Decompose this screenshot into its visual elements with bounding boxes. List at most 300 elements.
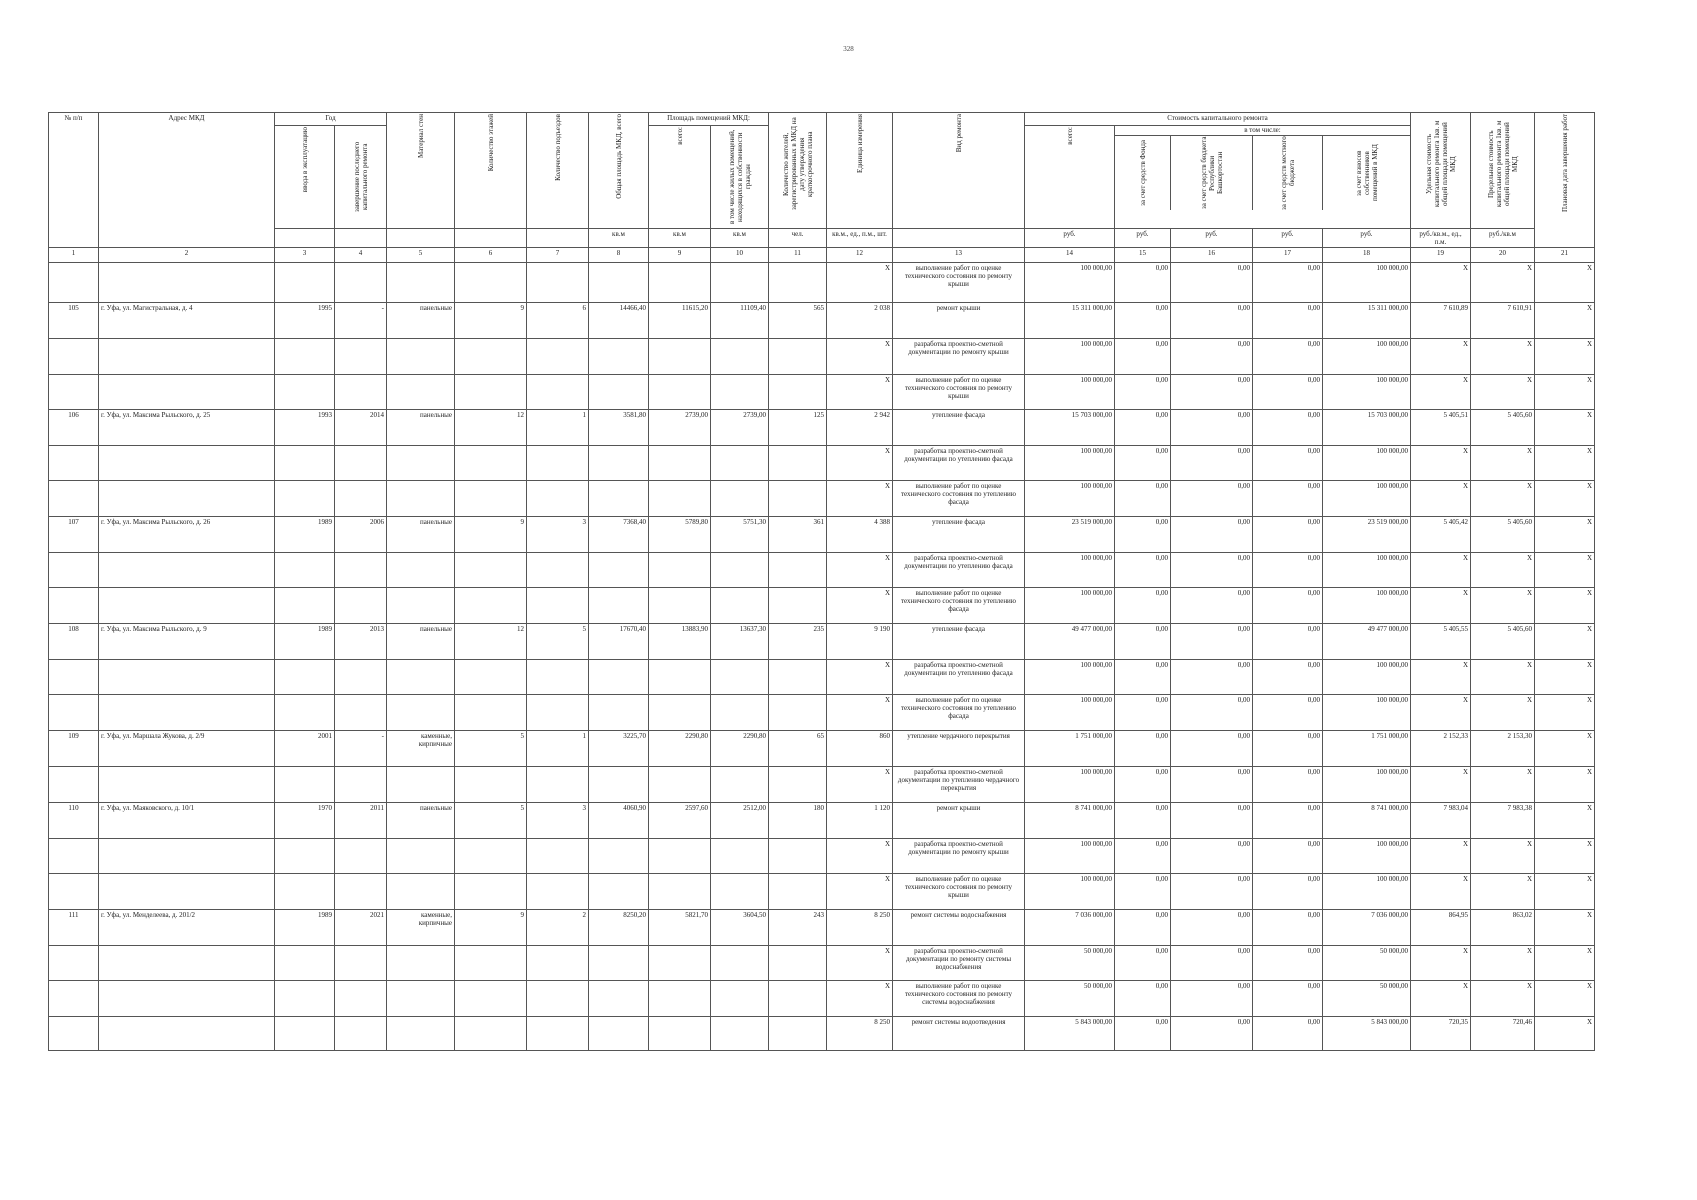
cell-cost-local-budget: 0,00 (1253, 303, 1323, 339)
cell-year-last-repair: 2013 (335, 624, 387, 660)
table-row (49, 517, 1595, 553)
hdr-rb-budget-label: за счет средств бюджета Республики Башкортостан (1199, 136, 1224, 210)
cell-row-number (49, 660, 99, 695)
column-number: 7 (527, 248, 589, 263)
hdr-total-area-label: Общая площадь МКД, всего (614, 114, 623, 199)
cell-specific-cost: 864,95 (1411, 910, 1471, 946)
cell-cost-owners: 100 000,00 (1323, 767, 1411, 803)
cell-cost-owners: 100 000,00 (1323, 553, 1411, 588)
cell-year-last-repair (335, 874, 387, 910)
cell-specific-cost: Х (1411, 839, 1471, 874)
cell-address (99, 839, 275, 874)
cell-year-commission: 1995 (275, 303, 335, 339)
cell-entrances (527, 263, 589, 303)
cell-address (99, 375, 275, 410)
cell-total-area (589, 839, 649, 874)
cell-cost-total: 100 000,00 (1025, 839, 1115, 874)
cell-year-commission (275, 588, 335, 624)
cell-wall-material (387, 588, 455, 624)
cell-address: г. Уфа, ул. Максима Рыльского, д. 26 (99, 517, 275, 553)
cell-cost-rb-budget: 0,00 (1171, 731, 1253, 767)
cell-residents (769, 1017, 827, 1051)
cell-cost-fund: 0,00 (1115, 588, 1171, 624)
cell-cost-fund: 0,00 (1115, 660, 1171, 695)
cell-area-residential: 13637,30 (711, 624, 769, 660)
cell-address: г. Уфа, ул. Менделеева, д. 201/2 (99, 910, 275, 946)
unit-c20: руб./кв.м (1471, 229, 1535, 248)
cell-repair-type: выполнение работ по оценке технического состояния по ремонту крыши (893, 874, 1025, 910)
cell-cost-rb-budget: 0,00 (1171, 695, 1253, 731)
cell-cost-fund: 0,00 (1115, 767, 1171, 803)
cell-year-last-repair (335, 446, 387, 481)
hdr-area-residential-label: в том числе жилых помещений, находящихся в собственности граждан (727, 129, 752, 225)
cell-limit-cost: 5 405,60 (1471, 624, 1535, 660)
cell-limit-cost: 863,02 (1471, 910, 1535, 946)
unit-c17: руб. (1253, 229, 1323, 248)
cell-planned-date: Х (1535, 1017, 1595, 1051)
cell-cost-rb-budget: 0,00 (1171, 263, 1253, 303)
cell-row-number (49, 767, 99, 803)
cell-cost-owners: 100 000,00 (1323, 339, 1411, 375)
hdr-fund-label: за счет средств Фонда (1138, 140, 1147, 206)
column-number: 6 (455, 248, 527, 263)
cell-year-last-repair (335, 1017, 387, 1051)
cell-specific-cost: 7 983,04 (1411, 803, 1471, 839)
cell-cost-total: 23 519 000,00 (1025, 517, 1115, 553)
cell-residents (769, 660, 827, 695)
cell-planned-date: Х (1535, 624, 1595, 660)
cell-cost-owners: 8 741 000,00 (1323, 803, 1411, 839)
hdr-incl-block (1115, 126, 1411, 229)
cell-residents (769, 375, 827, 410)
cell-wall-material (387, 339, 455, 375)
cell-limit-cost: Х (1471, 839, 1535, 874)
cell-limit-cost: Х (1471, 481, 1535, 517)
table-row (49, 910, 1595, 946)
cell-limit-cost: Х (1471, 588, 1535, 624)
cell-cost-local-budget: 0,00 (1253, 695, 1323, 731)
cell-year-commission (275, 839, 335, 874)
cell-year-commission: 1970 (275, 803, 335, 839)
cell-unit-value: Х (827, 481, 893, 517)
cell-floors (455, 446, 527, 481)
cell-year-commission (275, 946, 335, 981)
cell-floors (455, 981, 527, 1017)
cell-cost-owners: 100 000,00 (1323, 660, 1411, 695)
cell-limit-cost: Х (1471, 375, 1535, 410)
table-row (49, 588, 1595, 624)
cell-floors (455, 553, 527, 588)
column-number: 1 (49, 248, 99, 263)
cell-row-number (49, 981, 99, 1017)
cell-area-all (649, 874, 711, 910)
cell-cost-total: 100 000,00 (1025, 263, 1115, 303)
hdr-unit-label: Единица измерения (855, 114, 864, 173)
cell-year-last-repair: - (335, 303, 387, 339)
cell-area-all (649, 553, 711, 588)
cell-limit-cost: Х (1471, 553, 1535, 588)
cell-repair-type: разработка проектно-сметной документации по ремонту системы водоснабжения (893, 946, 1025, 981)
cell-entrances (527, 446, 589, 481)
cell-limit-cost: 720,46 (1471, 1017, 1535, 1051)
cell-planned-date: Х (1535, 910, 1595, 946)
cell-wall-material (387, 263, 455, 303)
cell-cost-local-budget: 0,00 (1253, 588, 1323, 624)
cell-address (99, 553, 275, 588)
cell-row-number: 108 (49, 624, 99, 660)
cell-limit-cost: 2 153,30 (1471, 731, 1535, 767)
cell-total-area (589, 263, 649, 303)
cell-cost-fund: 0,00 (1115, 375, 1171, 410)
cell-residents (769, 767, 827, 803)
table-row (49, 375, 1595, 410)
cell-year-last-repair (335, 375, 387, 410)
cell-address (99, 695, 275, 731)
cell-repair-type: ремонт системы водоснабжения (893, 910, 1025, 946)
column-number: 16 (1171, 248, 1253, 263)
cell-residents: 125 (769, 410, 827, 446)
cell-cost-total: 100 000,00 (1025, 588, 1115, 624)
cell-year-last-repair: - (335, 731, 387, 767)
table-row (49, 981, 1595, 1017)
cell-year-last-repair (335, 946, 387, 981)
hdr-owners (1323, 136, 1410, 210)
cell-unit-value: Х (827, 375, 893, 410)
hdr-limit-cost-label: Предельная стоимость капитального ремонта 1кв. м общей площади помещений МКД (1486, 120, 1519, 208)
table-row (49, 767, 1595, 803)
cell-area-residential (711, 660, 769, 695)
hdr-entrances (527, 113, 589, 229)
cell-address (99, 446, 275, 481)
cell-address: г. Уфа, ул. Магистральная, д. 4 (99, 303, 275, 339)
cell-repair-type: разработка проектно-сметной документации по утеплению фасада (893, 553, 1025, 588)
cell-cost-owners: 1 751 000,00 (1323, 731, 1411, 767)
cell-floors: 5 (455, 731, 527, 767)
cell-cost-local-budget: 0,00 (1253, 481, 1323, 517)
cell-total-area (589, 946, 649, 981)
cell-floors: 9 (455, 910, 527, 946)
column-number: 10 (711, 248, 769, 263)
cell-area-residential: 5751,30 (711, 517, 769, 553)
cell-wall-material: панельные (387, 410, 455, 446)
cell-cost-owners: 15 703 000,00 (1323, 410, 1411, 446)
cell-repair-type: разработка проектно-сметной документации по утеплению фасада (893, 446, 1025, 481)
cell-total-area (589, 695, 649, 731)
hdr-local-budget-label: за счет средств местного бюджета (1279, 136, 1296, 210)
cell-repair-type: выполнение работ по оценке технического состояния по утеплению фасада (893, 588, 1025, 624)
cell-residents: 565 (769, 303, 827, 339)
column-number: 2 (99, 248, 275, 263)
column-number: 14 (1025, 248, 1115, 263)
cell-total-area: 4060,90 (589, 803, 649, 839)
cell-row-number (49, 553, 99, 588)
cell-unit-value: Х (827, 695, 893, 731)
cell-area-residential: 2290,80 (711, 731, 769, 767)
cell-planned-date: Х (1535, 553, 1595, 588)
unit-c6 (455, 229, 527, 248)
cell-specific-cost: 5 405,55 (1411, 624, 1471, 660)
cell-cost-owners: 15 311 000,00 (1323, 303, 1411, 339)
cell-total-area (589, 446, 649, 481)
cell-address (99, 946, 275, 981)
cell-row-number: 109 (49, 731, 99, 767)
cell-specific-cost: Х (1411, 446, 1471, 481)
cell-planned-date: Х (1535, 767, 1595, 803)
cell-area-all (649, 481, 711, 517)
cell-wall-material (387, 839, 455, 874)
cell-cost-owners: 23 519 000,00 (1323, 517, 1411, 553)
cell-unit-value: 1 120 (827, 803, 893, 839)
unit-c5 (387, 229, 455, 248)
cell-unit-value: 4 388 (827, 517, 893, 553)
cell-residents: 243 (769, 910, 827, 946)
cell-limit-cost: Х (1471, 981, 1535, 1017)
cell-floors: 12 (455, 624, 527, 660)
cell-address (99, 660, 275, 695)
hdr-wall-material (387, 113, 455, 229)
cell-cost-local-budget: 0,00 (1253, 874, 1323, 910)
cell-cost-rb-budget: 0,00 (1171, 624, 1253, 660)
cell-area-all (649, 981, 711, 1017)
cell-unit-value: 8 250 (827, 910, 893, 946)
cell-cost-total: 100 000,00 (1025, 695, 1115, 731)
cell-row-number: 110 (49, 803, 99, 839)
cell-address (99, 481, 275, 517)
cell-year-commission (275, 660, 335, 695)
cell-cost-total: 15 311 000,00 (1025, 303, 1115, 339)
cell-total-area (589, 375, 649, 410)
cell-specific-cost: Х (1411, 767, 1471, 803)
cell-specific-cost: Х (1411, 263, 1471, 303)
cell-limit-cost: Х (1471, 263, 1535, 303)
cell-cost-fund: 0,00 (1115, 410, 1171, 446)
cell-entrances: 3 (527, 517, 589, 553)
unit-c15: руб. (1115, 229, 1171, 248)
cell-area-residential: 2739,00 (711, 410, 769, 446)
cell-area-all: 5789,80 (649, 517, 711, 553)
cell-total-area (589, 1017, 649, 1051)
column-number: 4 (335, 248, 387, 263)
cell-planned-date: Х (1535, 481, 1595, 517)
cell-cost-rb-budget: 0,00 (1171, 946, 1253, 981)
cell-limit-cost: 7 983,38 (1471, 803, 1535, 839)
cell-cost-total: 8 741 000,00 (1025, 803, 1115, 839)
unit-c18: руб. (1323, 229, 1411, 248)
cell-cost-owners: 50 000,00 (1323, 981, 1411, 1017)
cell-cost-local-budget: 0,00 (1253, 624, 1323, 660)
cell-wall-material: панельные (387, 624, 455, 660)
cell-cost-total: 1 751 000,00 (1025, 731, 1115, 767)
cell-specific-cost: Х (1411, 481, 1471, 517)
cell-cost-fund: 0,00 (1115, 803, 1171, 839)
cell-cost-total: 100 000,00 (1025, 375, 1115, 410)
cell-limit-cost: Х (1471, 767, 1535, 803)
cell-cost-fund: 0,00 (1115, 1017, 1171, 1051)
cell-cost-total: 100 000,00 (1025, 446, 1115, 481)
cell-year-last-repair (335, 263, 387, 303)
cell-floors: 9 (455, 517, 527, 553)
cell-area-all: 2597,60 (649, 803, 711, 839)
cell-year-last-repair: 2006 (335, 517, 387, 553)
table-row (49, 339, 1595, 375)
hdr-floors-label: Количество этажей (486, 114, 495, 172)
cell-entrances (527, 375, 589, 410)
cell-area-residential (711, 874, 769, 910)
cell-planned-date: Х (1535, 517, 1595, 553)
table-row (49, 946, 1595, 981)
cell-address (99, 874, 275, 910)
cell-planned-date: Х (1535, 375, 1595, 410)
cell-planned-date: Х (1535, 695, 1595, 731)
cell-unit-value: Х (827, 263, 893, 303)
cell-area-all (649, 588, 711, 624)
column-number: 11 (769, 248, 827, 263)
unit-c11: чел. (769, 229, 827, 248)
cell-cost-total: 5 843 000,00 (1025, 1017, 1115, 1051)
cell-row-number (49, 1017, 99, 1051)
cell-cost-total: 100 000,00 (1025, 481, 1115, 517)
cell-planned-date: Х (1535, 731, 1595, 767)
cell-specific-cost: Х (1411, 660, 1471, 695)
hdr-year-commission (275, 126, 335, 229)
unit-c4 (335, 229, 387, 248)
cell-floors (455, 946, 527, 981)
cell-unit-value: Х (827, 874, 893, 910)
cell-unit-value: Х (827, 588, 893, 624)
page-number: 328 (843, 45, 854, 53)
cell-limit-cost: 5 405,60 (1471, 410, 1535, 446)
cell-residents (769, 946, 827, 981)
cell-row-number: 106 (49, 410, 99, 446)
hdr-incl-label: в том числе: (1115, 126, 1410, 136)
cell-limit-cost: Х (1471, 695, 1535, 731)
cell-wall-material: панельные (387, 517, 455, 553)
repair-plan-table-wrapper (48, 112, 1595, 1051)
unit-c7 (527, 229, 589, 248)
cell-floors (455, 874, 527, 910)
cell-cost-total: 100 000,00 (1025, 660, 1115, 695)
cell-entrances: 2 (527, 910, 589, 946)
cell-cost-fund: 0,00 (1115, 695, 1171, 731)
cell-floors (455, 1017, 527, 1051)
cell-wall-material (387, 553, 455, 588)
cell-residents (769, 263, 827, 303)
cell-residents: 361 (769, 517, 827, 553)
cell-address: г. Уфа, ул. Маяковского, д. 10/1 (99, 803, 275, 839)
cell-cost-rb-budget: 0,00 (1171, 481, 1253, 517)
cell-limit-cost: Х (1471, 946, 1535, 981)
hdr-repair-type (893, 113, 1025, 229)
cell-specific-cost: Х (1411, 553, 1471, 588)
cell-area-residential (711, 1017, 769, 1051)
cell-repair-type: ремонт крыши (893, 803, 1025, 839)
hdr-year-group: Год (275, 113, 387, 126)
hdr-number: № п/п (49, 113, 99, 248)
cell-year-last-repair (335, 588, 387, 624)
cell-cost-local-budget: 0,00 (1253, 1017, 1323, 1051)
hdr-owners-label: за счет взносов собственников помещений в МКД (1354, 144, 1379, 202)
unit-c9: кв.м (649, 229, 711, 248)
hdr-fund (1115, 136, 1171, 210)
cell-unit-value: Х (827, 339, 893, 375)
cell-area-all (649, 839, 711, 874)
cell-area-residential (711, 946, 769, 981)
cell-cost-rb-budget: 0,00 (1171, 981, 1253, 1017)
cell-entrances (527, 588, 589, 624)
cell-cost-fund: 0,00 (1115, 946, 1171, 981)
cell-row-number (49, 375, 99, 410)
cell-area-residential: 11109,40 (711, 303, 769, 339)
cell-entrances (527, 339, 589, 375)
cell-area-all (649, 660, 711, 695)
hdr-local-budget (1253, 136, 1323, 210)
cell-cost-total: 49 477 000,00 (1025, 624, 1115, 660)
cell-cost-local-budget: 0,00 (1253, 446, 1323, 481)
cell-planned-date: Х (1535, 946, 1595, 981)
cell-year-last-repair (335, 839, 387, 874)
cell-cost-owners: 49 477 000,00 (1323, 624, 1411, 660)
cell-entrances: 1 (527, 410, 589, 446)
cell-cost-owners: 100 000,00 (1323, 446, 1411, 481)
cell-specific-cost: Х (1411, 339, 1471, 375)
column-number: 12 (827, 248, 893, 263)
table-row (49, 1017, 1595, 1051)
column-number: 9 (649, 248, 711, 263)
cell-wall-material: панельные (387, 803, 455, 839)
unit-c8: кв.м (589, 229, 649, 248)
column-number: 8 (589, 248, 649, 263)
cell-unit-value: Х (827, 446, 893, 481)
cell-year-last-repair (335, 660, 387, 695)
cell-year-commission (275, 481, 335, 517)
hdr-entrances-label: Количество подъездов (553, 114, 562, 181)
cell-residents (769, 339, 827, 375)
cell-year-commission (275, 446, 335, 481)
cell-residents (769, 874, 827, 910)
column-number: 3 (275, 248, 335, 263)
cell-row-number (49, 874, 99, 910)
cell-cost-rb-budget: 0,00 (1171, 660, 1253, 695)
cell-cost-rb-budget: 0,00 (1171, 339, 1253, 375)
cell-planned-date: Х (1535, 410, 1595, 446)
hdr-area-all (649, 126, 711, 229)
cell-wall-material: каменные, кирпичные (387, 731, 455, 767)
cell-year-commission (275, 767, 335, 803)
cell-repair-type: ремонт крыши (893, 303, 1025, 339)
cell-cost-owners: 100 000,00 (1323, 375, 1411, 410)
cell-year-commission: 1993 (275, 410, 335, 446)
unit-c12: кв.м., ед., п.м., шт. (827, 229, 893, 248)
cell-planned-date: Х (1535, 263, 1595, 303)
cell-area-all: 5821,70 (649, 910, 711, 946)
cell-cost-local-budget: 0,00 (1253, 553, 1323, 588)
cell-area-residential: 3604,50 (711, 910, 769, 946)
hdr-unit (827, 113, 893, 229)
cell-cost-total: 100 000,00 (1025, 553, 1115, 588)
cell-unit-value: Х (827, 981, 893, 1017)
cell-area-residential: 2512,00 (711, 803, 769, 839)
cell-residents (769, 695, 827, 731)
cell-cost-total: 100 000,00 (1025, 339, 1115, 375)
cell-row-number: 105 (49, 303, 99, 339)
cell-specific-cost: Х (1411, 946, 1471, 981)
cell-entrances (527, 874, 589, 910)
cell-unit-value: Х (827, 839, 893, 874)
cell-cost-local-budget: 0,00 (1253, 981, 1323, 1017)
cell-cost-fund: 0,00 (1115, 981, 1171, 1017)
cell-row-number (49, 946, 99, 981)
cell-cost-rb-budget: 0,00 (1171, 517, 1253, 553)
